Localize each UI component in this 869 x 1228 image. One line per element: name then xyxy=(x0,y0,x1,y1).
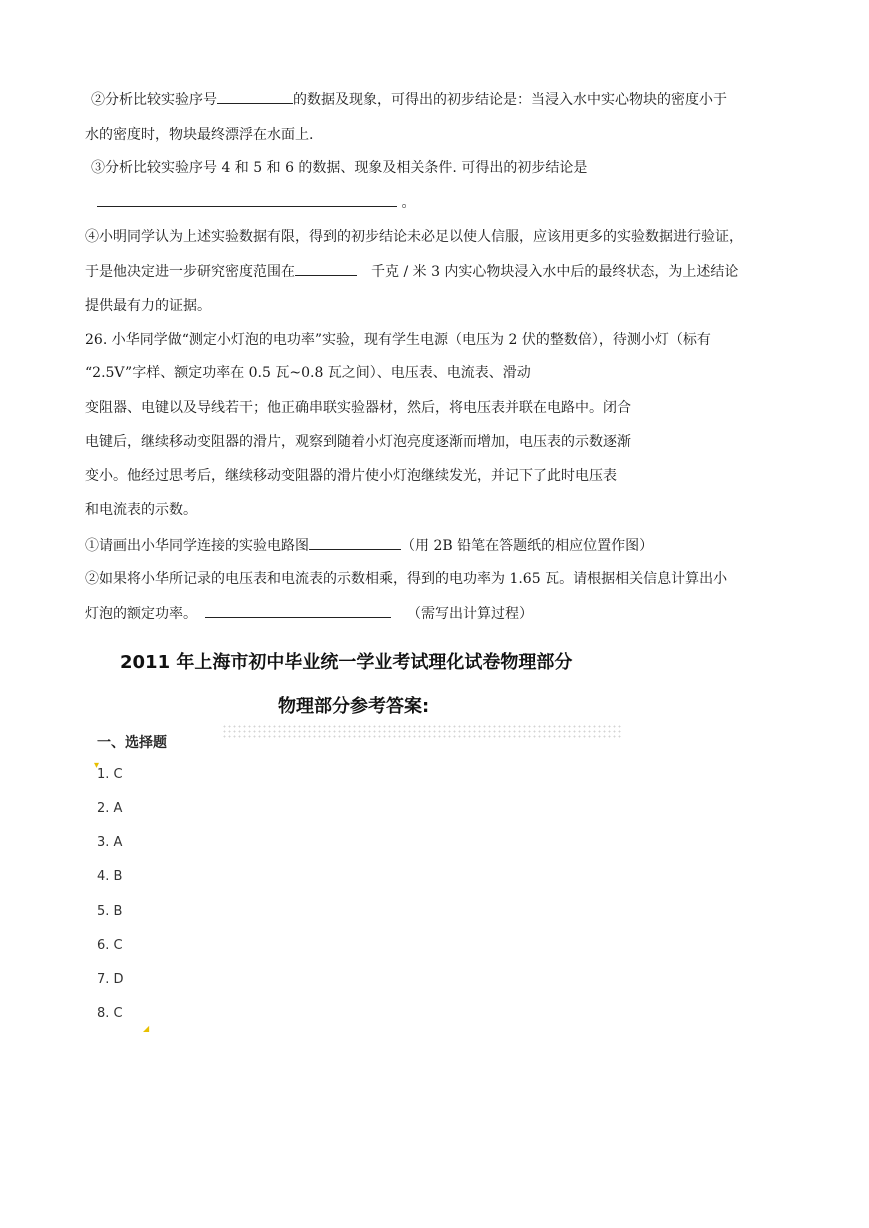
q26-sub2-line1: ②如果将小华所记录的电压表和电流表的示数相乘，得到的电功率为 1.65 瓦。请根据相关信息计算出小 xyxy=(85,571,728,587)
q25-part4-text-b: 于是他决定进一步研究密度范围在 xyxy=(85,264,295,280)
q25-part4-line1: ④小明同学认为上述实验数据有限，得到的初步结论未必足以使人信服，应该用更多的实验数据进行验证， xyxy=(85,229,743,245)
q25-part2-line2: 水的密度时，物块最终漂浮在水面上. xyxy=(85,127,314,143)
q25-part2-line1 xyxy=(91,89,727,110)
answer-item-7: 7. D xyxy=(97,972,124,987)
q25-part2-text-a: ②分析比较实验序号 xyxy=(91,92,217,108)
answer-item-6: 6. C xyxy=(97,938,123,953)
q25-part2-text-b: 的数据及现象，可得出的初步结论是：当浸入水中实心物块的密度小于 xyxy=(293,92,727,108)
faint-dotted-rule xyxy=(222,724,622,738)
q25-part4-blank[interactable] xyxy=(295,261,357,276)
q25-part3-end: 。 xyxy=(401,195,416,211)
q26-sub1 xyxy=(85,535,653,556)
answer-item-1: 1. C xyxy=(97,767,123,782)
q25-part4-line3: 提供最有力的证据。 xyxy=(85,298,211,314)
q26-line3: 变阻器、电键以及导线若干；他正确串联实验器材，然后，将电压表并联在电路中。闭合 xyxy=(85,400,631,416)
yellow-mark-2: ◢ xyxy=(143,1024,150,1033)
q25-part3-line1: ③分析比较实验序号 4 和 5 和 6 的数据、现象及相关条件. 可得出的初步结论是 xyxy=(91,160,588,176)
answer-item-8: 8. C xyxy=(97,1006,123,1021)
answer-item-3: 3. A xyxy=(97,835,123,850)
yellow-mark: ▾ xyxy=(94,760,100,771)
q26-sub2-text-c: （需写出计算过程） xyxy=(407,606,533,622)
q26-sub1-blank[interactable] xyxy=(309,535,401,550)
answers-title: 2011 年上海市初中毕业统一学业考试理化试卷物理部分 xyxy=(120,652,573,673)
q26-sub2-blank[interactable] xyxy=(205,603,391,618)
answers-section-heading: 一、选择题 xyxy=(97,735,167,751)
q26-line2: “2.5V”字样、额定功率在 0.5 瓦~0.8 瓦之间）、电压表、电流表、滑动 xyxy=(85,365,531,381)
q26-sub2-text-b: 灯泡的额定功率。 xyxy=(85,606,197,622)
q26-sub1-text-b: （用 2B 铅笔在答题纸的相应位置作图） xyxy=(401,538,654,554)
q26-line5: 变小。他经过思考后，继续移动变阻器的滑片使小灯泡继续发光，并记下了此时电压表 xyxy=(85,468,617,484)
q25-part3-line2 xyxy=(97,192,415,213)
q25-part2-blank[interactable] xyxy=(217,89,293,104)
q25-part4-text-c: 千克 / 米 3 内实心物块浸入水中后的最终状态，为上述结论 xyxy=(371,264,739,280)
q26-line1: 26. 小华同学做“测定小灯泡的电功率”实验，现有学生电源（电压为 2 伏的整数倍），待测小灯（标有 xyxy=(85,332,711,348)
answer-item-4: 4. B xyxy=(97,869,123,884)
q26-sub2-line2 xyxy=(85,603,533,624)
answer-item-2: 2. A xyxy=(97,801,123,816)
answer-item-5: 5. B xyxy=(97,904,123,919)
answers-subtitle: 物理部分参考答案: xyxy=(278,696,430,717)
q26-line6: 和电流表的示数。 xyxy=(85,502,197,518)
q25-part4-line2 xyxy=(85,261,738,282)
q26-sub1-text-a: ①请画出小华同学连接的实验电路图 xyxy=(85,538,309,554)
q26-line4: 电键后，继续移动变阻器的滑片，观察到随着小灯泡亮度逐渐而增加，电压表的示数逐渐 xyxy=(85,434,631,450)
q25-part3-blank[interactable] xyxy=(97,192,397,207)
